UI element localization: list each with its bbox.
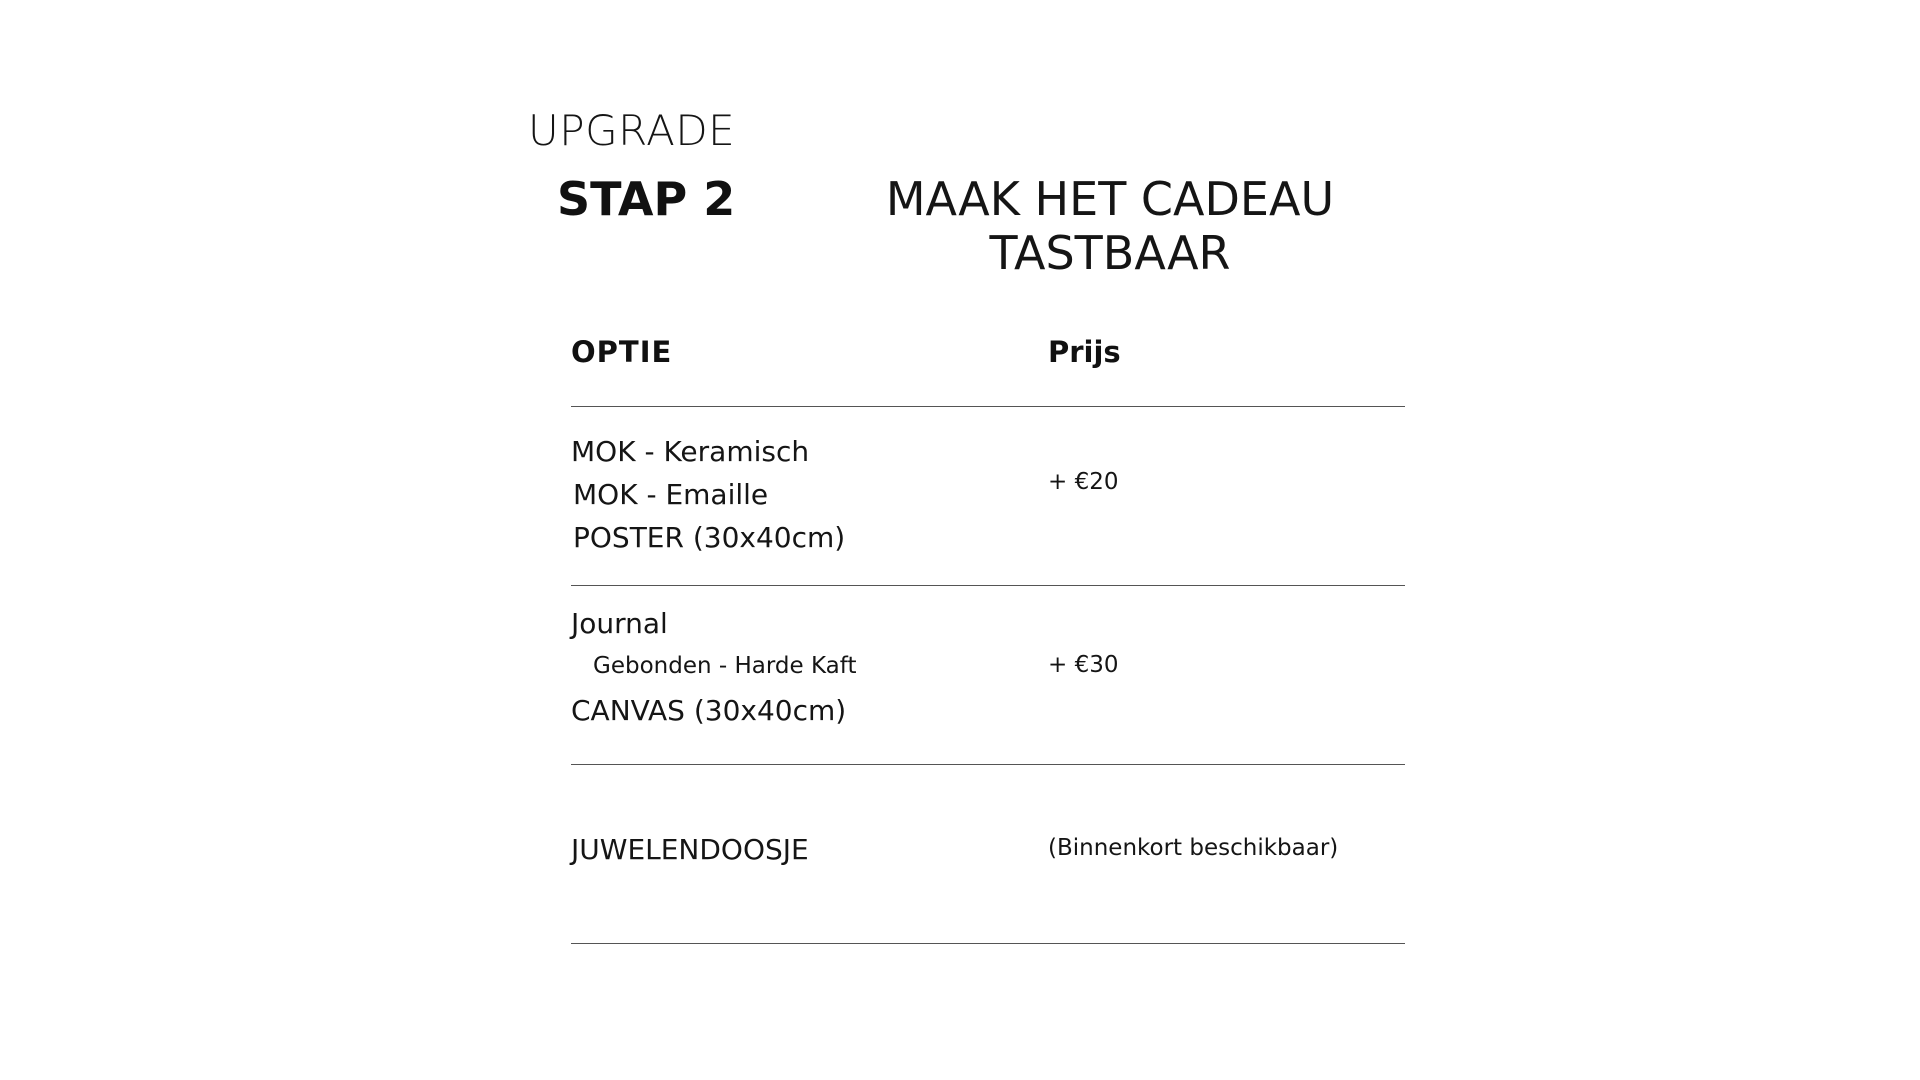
price-cell: + €30 [1048, 652, 1119, 678]
option-journal: Journal [571, 607, 668, 640]
page-headline [860, 172, 1360, 280]
option-journal-binding: Gebonden - Harde Kaft [593, 653, 857, 679]
table-divider [571, 406, 1405, 407]
table-divider [571, 764, 1405, 765]
table-divider [571, 943, 1405, 944]
step-label: STAP 2 [557, 172, 736, 226]
price-cell: + €20 [1048, 469, 1119, 495]
option-poster: POSTER (30x40cm) [573, 521, 846, 554]
option-mok-keramisch: MOK - Keramisch [571, 435, 810, 468]
upgrade-label: UPGRADE [528, 106, 736, 155]
option-juwelendoosje: JUWELENDOOSJE [571, 833, 809, 866]
column-header-price: Prijs [1048, 335, 1121, 369]
price-cell: (Binnenkort beschikbaar) [1048, 835, 1339, 861]
headline-line-1: MAAK HET CADEAU [885, 172, 1335, 226]
table-divider [571, 585, 1405, 586]
option-canvas: CANVAS (30x40cm) [571, 694, 847, 727]
option-mok-emaille: MOK - Emaille [573, 478, 769, 511]
headline-line-2: TASTBAAR [989, 226, 1231, 280]
column-header-option: OPTIE [571, 335, 673, 369]
